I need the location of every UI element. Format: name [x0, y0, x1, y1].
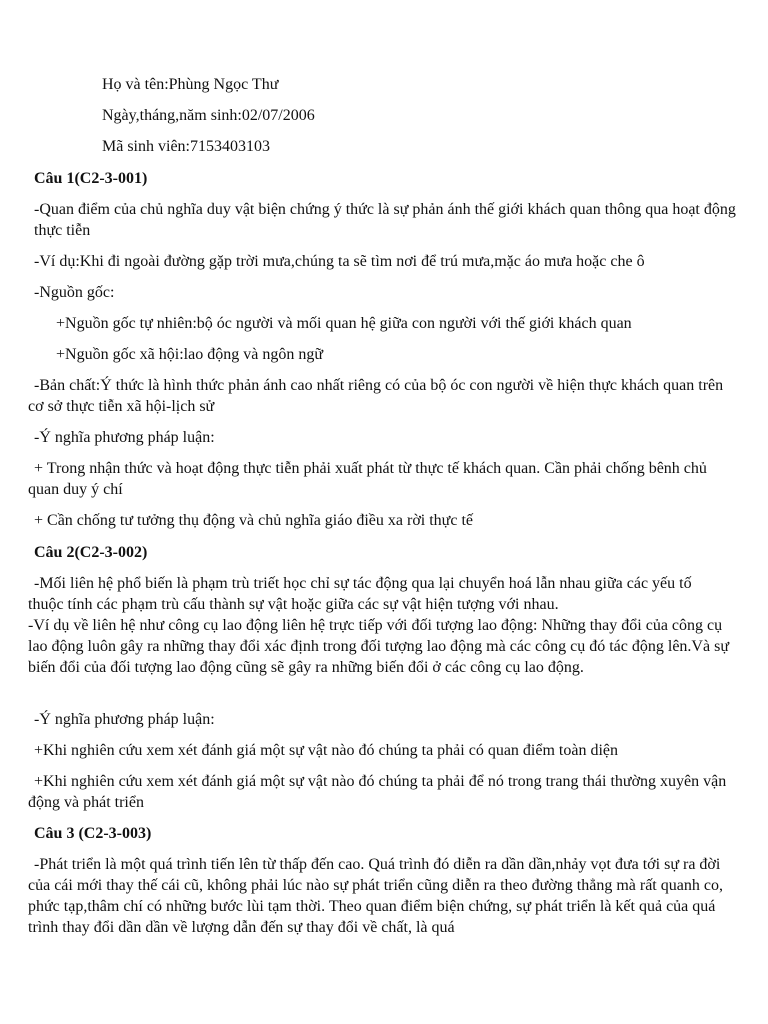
question-2-definition: -Mối liên hệ phổ biến là phạm trù triết học chỉ sự tác động qua lại chuyển hoá lẫn nhau giữa các yếu tố thuộc tính các phạm trù cấu thành sự vật hoặc giữa các sự vật hiện tượng với nhau.	[28, 575, 692, 613]
question-1-definition: -Quan điểm của chủ nghĩa duy vật biện chứng ý thức là sự phản ánh thế giới khách quan thông qua hoạt động thực tiễn	[34, 201, 736, 239]
question-1-example: -Ví dụ:Khi đi ngoài đường gặp trời mưa,chúng ta sẽ tìm nơi để trú mưa,mặc áo mưa hoặc che ô	[34, 253, 645, 270]
student-id-line: Mã sinh viên:7153403103	[102, 138, 270, 155]
question-2-methodology-point-2: +Khi nghiên cứu xem xét đánh giá một sự vật nào đó chúng ta phải để nó trong trang thái thường xuyên vận động và phát triển	[28, 773, 727, 811]
question-2-methodology-point-1: +Khi nghiên cứu xem xét đánh giá một sự vật nào đó chúng ta phải có quan điểm toàn diện	[34, 742, 619, 759]
question-3-title: Câu 3 (C2-3-003)	[34, 825, 152, 842]
question-2-methodology-heading: -Ý nghĩa phương pháp luận:	[34, 711, 215, 728]
date-of-birth-line: Ngày,tháng,năm sinh:02/07/2006	[102, 107, 315, 124]
question-1-essence: -Bản chất:Ý thức là hình thức phản ánh cao nhất riêng có của bộ óc con người về hiện thực khách quan trên cơ sở thực tiễn xã hội-lịch sử	[28, 377, 724, 415]
question-1-title: Câu 1(C2-3-001)	[34, 170, 148, 187]
question-2-title: Câu 2(C2-3-002)	[34, 544, 148, 561]
question-3-definition: -Phát triển là một quá trình tiến lên từ thấp đến cao. Quá trình đó diễn ra dần dần,nhảy vọt đưa tới sự ra đời của cái mới thay thế cái cũ, không phải lúc nào sự phát triển cũng diễn ra theo đường thẳng mà rất quanh co, phức tạp,thâm chí có những bước lùi tạm thời. Theo quan điểm biện chứng, sự phát triển là kết quả của quá trình thay đổi dần dần về lượng dẫn đến sự thay đổi về chất, là quá	[28, 856, 723, 936]
question-1-methodology-heading: -Ý nghĩa phương pháp luận:	[34, 429, 215, 446]
question-1-methodology-point-2: + Cần chống tư tưởng thụ động và chủ nghĩa giáo điều xa rời thực tế	[34, 512, 473, 529]
question-1-natural-origin: +Nguồn gốc tự nhiên:bộ óc người và mối quan hệ giữa con người với thế giới khách quan	[56, 315, 632, 332]
question-2-example: -Ví dụ về liên hệ như công cụ lao động liên hệ trực tiếp với đối tượng lao động: Những thay đổi của công cụ lao động luôn gây ra những thay đổi xác định trong đối tượng lao động mà các công cụ đó tác động lên.Và sự biến đổi của đối tượng lao động cũng sẽ gây ra những biến đổi ở các công cụ lao động.	[28, 617, 729, 676]
question-1-social-origin: +Nguồn gốc xã hội:lao động và ngôn ngữ	[56, 346, 323, 363]
student-name-line: Họ và tên:Phùng Ngọc Thư	[102, 76, 279, 93]
question-1-methodology-point-1: + Trong nhận thức và hoạt động thực tiễn phải xuất phát từ thực tế khách quan. Cần phải chống bênh chủ quan duy ý chí	[28, 460, 707, 498]
question-1-origin-heading: -Nguồn gốc:	[34, 284, 115, 301]
